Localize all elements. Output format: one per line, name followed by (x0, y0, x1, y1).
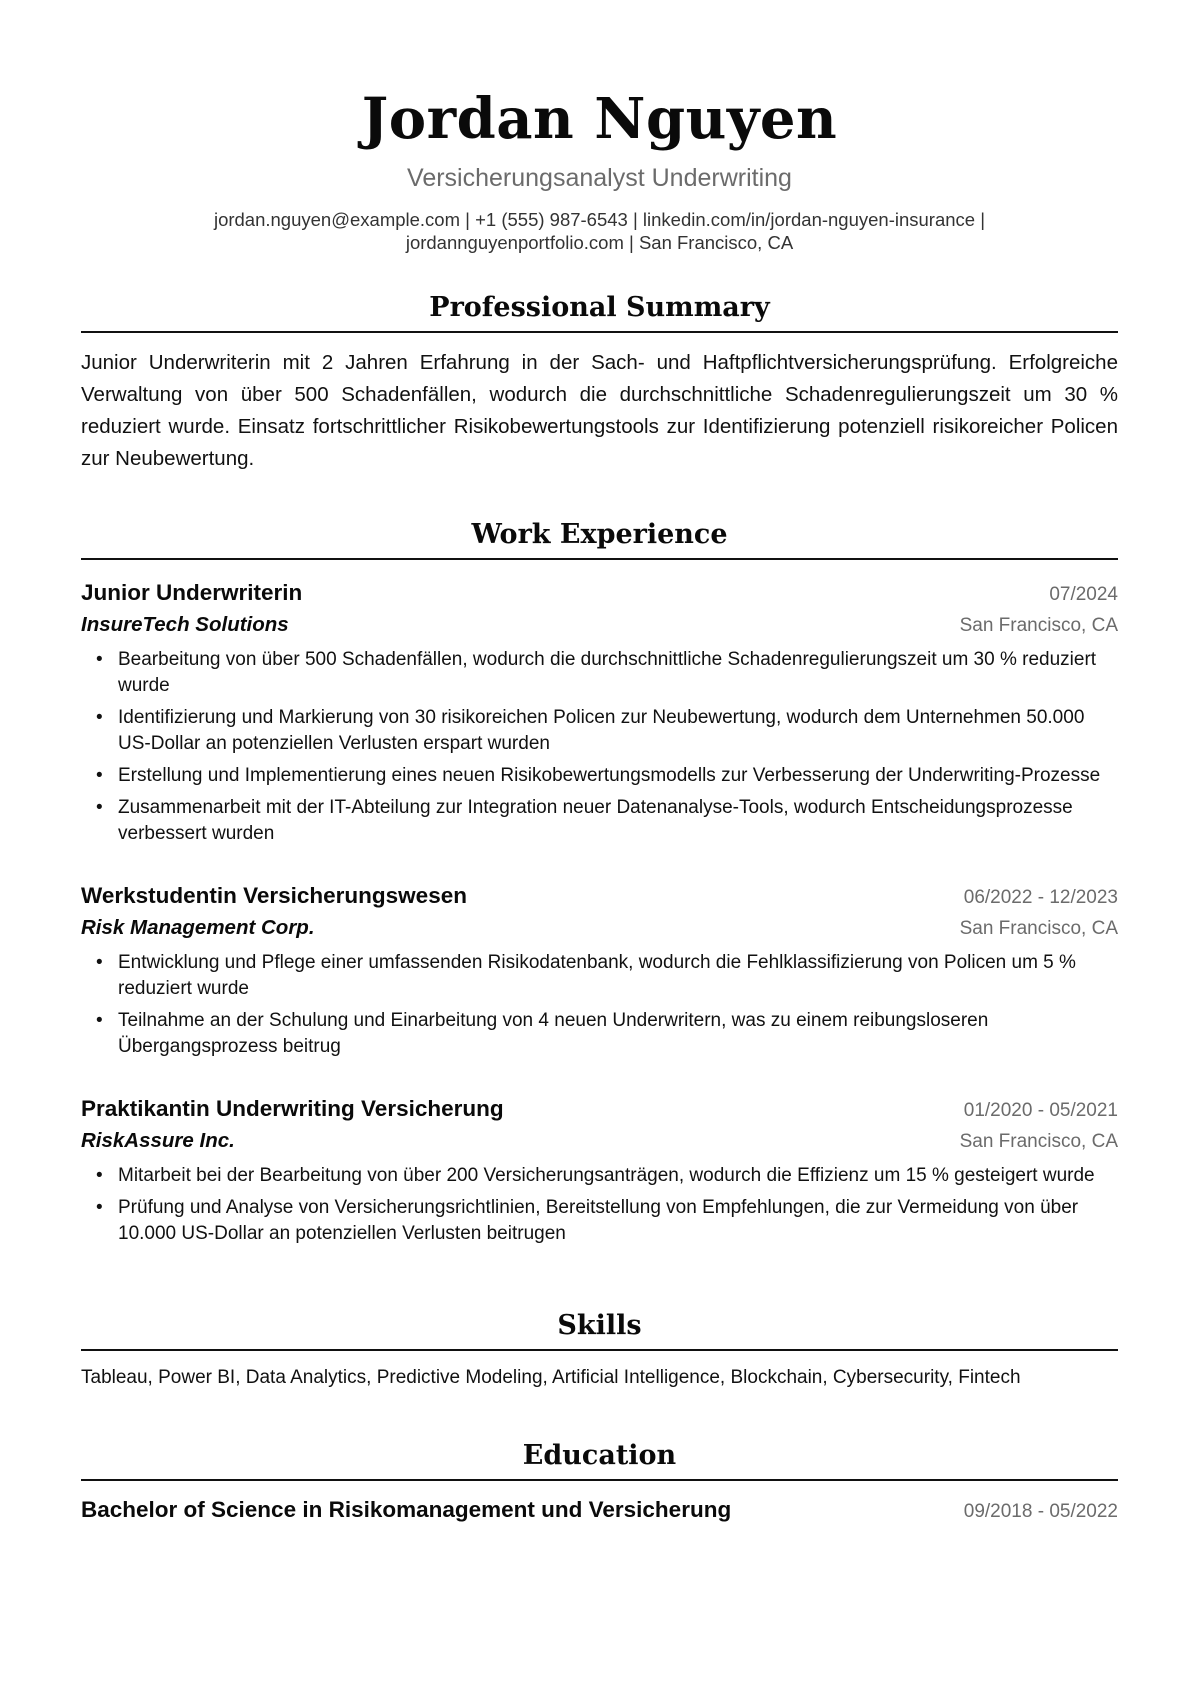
job-bullet: • Identifizierung und Markierung von 30 risikoreichen Policen zur Neubewertung, wodurch dem Unternehmen 50.000 US-Dollar an potenziellen Verlusten erspart wurden (81, 705, 1118, 757)
job-title: Junior Underwriterin (81, 580, 303, 605)
candidate-name: Jordan Nguyen (361, 86, 838, 152)
job-header-row (81, 881, 1118, 913)
job-entry (81, 881, 1118, 1060)
education-entry (81, 1495, 1118, 1527)
section-title-experience: Work Experience (81, 518, 1118, 560)
resume-header (81, 0, 1118, 254)
job-date: 01/2020 - 05/2021 (963, 1100, 1118, 1121)
job-entry (81, 578, 1118, 847)
job-company: Risk Management Corp. (81, 916, 315, 939)
job-bullet: • Mitarbeit bei der Bearbeitung von über 200 Versicherungsanträgen, wodurch die Effizienz um 15 % gesteigert wurde (81, 1163, 1118, 1189)
job-company: InsureTech Solutions (81, 613, 289, 636)
candidate-role: Versicherungsanalyst Underwriting (407, 164, 792, 192)
job-date: 06/2022 - 12/2023 (963, 887, 1118, 908)
education-degree: Bachelor of Science in Risikomanagement und Versicherung (81, 1497, 732, 1522)
job-company-row (81, 913, 1118, 944)
job-location: San Francisco, CA (959, 1131, 1118, 1152)
section-title-summary: Professional Summary (81, 291, 1118, 333)
job-bullet: • Erstellung und Implementierung eines neuen Risikobewertungsmodells zur Verbesserung der Underwriting-Prozesse (81, 763, 1118, 789)
contact-line-1: jordan.nguyen@example.com | +1 (555) 987-6543 | linkedin.com/in/jordan-nguyen-insurance | (213, 209, 986, 230)
summary-text: Junior Underwriterin mit 2 Jahren Erfahrung in der Sach- und Haftpflichtversicherungsprüfung. Erfolgreiche Verwaltung von über 500 Schadenfällen, wodurch die durchschnittliche Schadenregulierungszeit um 30 % reduziert wurde. Einsatz fortschrittlicher Risikobewertungstools zur Identifizierung potenziell risikoreicher Policen zur Neubewertung. (81, 351, 1118, 470)
job-bullet: • Prüfung und Analyse von Versicherungsrichtlinien, Bereitstellung von Empfehlungen, die zur Vermeidung von über 10.000 US-Dollar an potenziellen Verlusten beitrugen (81, 1195, 1118, 1247)
education-date: 09/2018 - 05/2022 (963, 1501, 1118, 1522)
job-company: RiskAssure Inc. (81, 1129, 235, 1152)
job-title: Praktikantin Underwriting Versicherung (81, 1096, 504, 1121)
job-bullet: • Teilnahme an der Schulung und Einarbeitung von 4 neuen Underwritern, was zu einem reibungsloseren Übergangsprozess beitrug (81, 1008, 1118, 1060)
skills-text: Tableau, Power BI, Data Analytics, Predictive Modeling, Artificial Intelligence, Blockchain, Cybersecurity, Fintech (81, 1367, 1021, 1388)
job-date: 07/2024 (1049, 584, 1118, 605)
job-bullets (81, 1163, 1118, 1247)
education-section (81, 1439, 1118, 1527)
job-header-row (81, 1094, 1118, 1126)
job-bullets (81, 647, 1118, 847)
job-entry (81, 1094, 1118, 1247)
contact-info (160, 208, 1040, 254)
contact-line-2: jordannguyenportfolio.com | San Francisco, CA (405, 232, 794, 253)
job-bullet: • Zusammenarbeit mit der IT-Abteilung zur Integration neuer Datenanalyse-Tools, wodurch Entscheidungsprozesse verbessert wurden (81, 795, 1118, 847)
summary-section (81, 291, 1118, 475)
section-title-skills: Skills (81, 1309, 1118, 1351)
job-header-row (81, 578, 1118, 610)
job-location: San Francisco, CA (959, 615, 1118, 636)
job-bullet: • Bearbeitung von über 500 Schadenfällen, wodurch die durchschnittliche Schadenregulierungszeit um 30 % reduziert wurde (81, 647, 1118, 699)
job-company-row (81, 1126, 1118, 1157)
experience-section (81, 518, 1118, 1247)
section-title-education: Education (81, 1439, 1118, 1481)
job-bullets (81, 950, 1118, 1060)
resume-page (81, 0, 1118, 1527)
job-bullet: • Entwicklung und Pflege einer umfassenden Risikodatenbank, wodurch die Fehlklassifizierung von Policen um 5 % reduziert wurde (81, 950, 1118, 1002)
skills-section (81, 1309, 1118, 1391)
job-location: San Francisco, CA (959, 918, 1118, 939)
job-company-row (81, 610, 1118, 641)
job-title: Werkstudentin Versicherungswesen (81, 883, 467, 908)
